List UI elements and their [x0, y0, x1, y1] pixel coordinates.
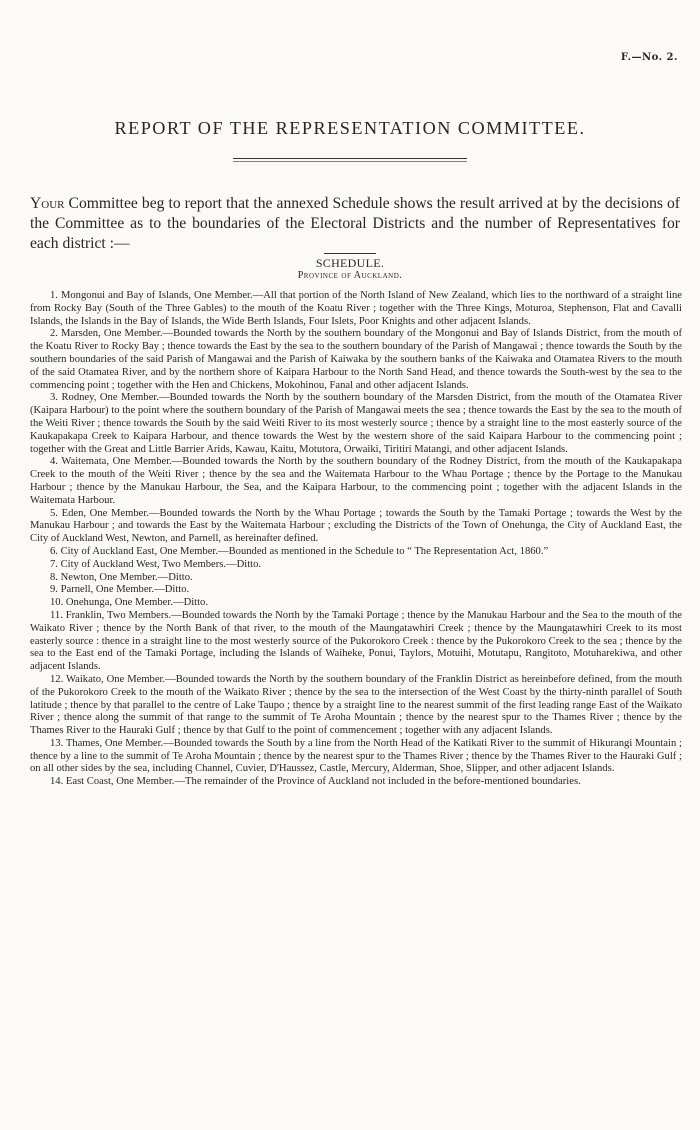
schedule-item-2: 2. Marsden, One Member.—Bounded towards the North by the southern boundary of the Mongonui and Bay of Islands District, from the mouth of the Koatu River to Rocky Bay ; thence towards the East by the sea to the southern boundary of the Parish of Mangawai ; thence towards the South by the southern boundaries of the said Parish of Mangawai and the Parish of Kaiwaka by the southern banks of the Kaiwaka and Otamatea Rivers to the mouth of the said Otamatea River, and by the northern shore of Kaipara Harbour to the North Sand Head, and thence towards the South-west by the sea to the commencing point ; together with the Hen and Chickens, Mokohinou, Fanal and other adjacent Islands.	[30, 328, 682, 391]
schedule-item-1: 1. Mongonui and Bay of Islands, One Member.—All that portion of the North Island of New Zealand, which lies to the northward of a straight line from Rocky Bay (South of the Three Gables) to the mouth of the Koatu River ; together with the Three Kings, Moturoa, Stephenson, Flat and Cavalli Islands, the Islands in the Bay of Islands, the Wide Berth Islands, Four Islets, Poor Knights and other adjacent Islands.	[30, 290, 682, 327]
page-reference: F.—No. 2.	[620, 52, 678, 63]
title-divider-thin	[233, 161, 467, 162]
schedule-item-11: 11. Franklin, Two Members.—Bounded towards the North by the Tamaki Portage ; thence by the Manukau Harbour and the Sea to the mouth of the Waikato River ; thence by the North Bank of that river, to the mouth of the Maungatawhiri Creek ; thence by the Maungatawhiri Creek to its most easterly source : thence in a straight line to the most westerly source of the Pukorokoro Creek : thence by the Pukorokoro Creek to the sea ; thence by the sea to the East end of the Tamaki Portage, including the Islands of Waiheke, Ponui, Taylors, Motuihi, Motutapu, Rangitoto, Motuharekiwa, and other adjacent Islands.	[30, 609, 682, 673]
schedule-item-13: 13. Thames, One Member.—Bounded towards the South by a line from the North Head of the Katikati River to the summit of Hikurangi Mountain ; thence by a line to the summit of Te Aroha Mountain ; thence by the nearest spur to the Thames River ; thence by the Thames River to the Hauraki Gulf ; on all other sides by the sea, including Channel, Cuvier, D'Haussez, Castle, Mercury, Alderman, Shoe, Slipper, and other adjacent Islands.	[30, 737, 682, 775]
intro-text: Committee beg to report that the annexed Schedule shows the result arrived at by the decisions of the Committee as to the boundaries of the Electoral Districts and the number of Representatives for each district :—	[30, 195, 680, 252]
schedule-item-7: 7. City of Auckland West, Two Members.—Ditto.	[50, 558, 262, 570]
page-title: REPORT OF THE REPRESENTATION COMMITTEE.	[114, 118, 586, 138]
schedule-item-3: 3. Rodney, One Member.—Bounded towards the North by the southern boundary of the Marsden District, from the mouth of the Otamatea River (Kaipara Harbour) to the point where the southern boundary of the Parish of Mangawai meets the sea ; thence towards the East by the sea to the mouth of the Weiti River ; thence towards the South by the said Weiti River to its most westerly source ; thence by a straight line to the most easterly source of the Kaukapakapa Creek to Kaipara Harbour, and thence towards the West by the western shore of the said Kaipara Harbour to the commencing point ; together with the Great and Little Barrier Arids, Kawau, Kaitu, Motutora, Orwaiki, Tiritiri Matangi, and other adjacent Islands.	[30, 392, 682, 455]
schedule-item-6: 6. City of Auckland East, One Member.—Bounded as mentioned in the Schedule to “ The Representation Act, 1860.”	[50, 545, 549, 557]
intro-lead-word: Your	[30, 195, 65, 212]
intro-paragraph	[30, 194, 680, 254]
schedule-item-8: 8. Newton, One Member.—Ditto.	[50, 571, 193, 583]
schedule-item-5: 5. Eden, One Member.—Bounded towards the North by the Whau Portage ; towards the South by the Tamaki Portage ; towards the West by the Manukau Harbour ; and towards the East by the Waitemata Harbour ; excluding the Districts of the Town of Onehunga, the City of Auckland East, the City of Auckland West, Newton, and Parnell, as hereinafter defined.	[30, 507, 682, 545]
province-heading: Province of Auckland.	[297, 270, 403, 281]
schedule-item-10: 10. Onehunga, One Member.—Ditto.	[50, 597, 208, 609]
schedule-body	[30, 290, 682, 789]
title-divider	[233, 158, 467, 159]
schedule-item-9: 9. Parnell, One Member.—Ditto.	[50, 584, 190, 596]
schedule-item-4: 4. Waitemata, One Member.—Bounded towards the North by the southern boundary of the Rodney District, from the mouth of the Kaukapakapa Creek to the mouth of the Weiti River ; thence by the sea and the Waitemata Harbour to the Whau Portage ; thence by the Portage to the Manukau Harbour ; thence by the Manukau Harbour, the Sea, and the Kaipara Harbour, to the commencing point ; together with the adjacent Islands in the Waitemata Harbour.	[30, 456, 682, 506]
schedule-item-14: 14. East Coast, One Member.—The remainder of the Province of Auckland not included in the before-mentioned boundaries.	[50, 776, 581, 788]
schedule-divider	[324, 253, 376, 254]
schedule-item-12: 12. Waikato, One Member.—Bounded towards the North by the southern boundary of the Franklin District as hereinbefore defined, from the mouth of the Pukorokoro Creek to the mouth of the Waikato River ; thence by the sea to the intersection of the West Coast by the thirty-ninth parallel of South latitude ; thence by that parallel to the centre of Lake Taupo ; thence by a straight line to the nearest summit of the first leading range East of the Waikato River ; thence along the summit of that range to the summit of Te Aroha Mountain ; thence by the nearest spur to the Thames River ; thence by the Thames River to the Hauraki Gulf ; thence by that Gulf to the point of commencement ; together with any adjacent Islands.	[30, 673, 682, 737]
schedule-heading: SCHEDULE.	[315, 256, 385, 270]
